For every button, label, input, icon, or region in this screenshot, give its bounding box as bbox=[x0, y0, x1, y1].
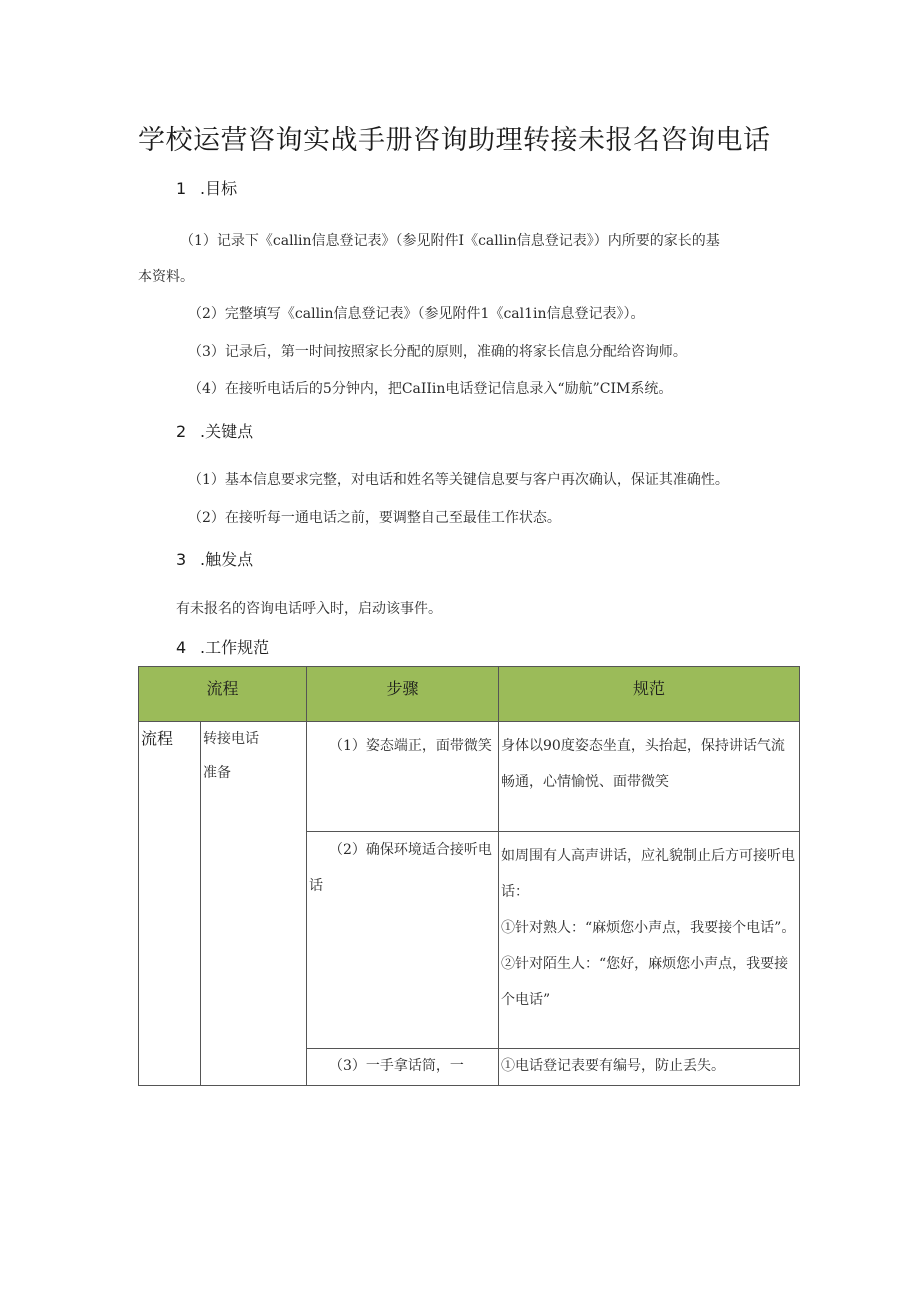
spec-line: 如周围有人高声讲话，应礼貌制止后方可接听电话： bbox=[501, 848, 796, 900]
sub-process-line-2: 准备 bbox=[203, 765, 231, 781]
step-text: （1）姿态端正，面带微笑 bbox=[329, 738, 492, 754]
section-number: 2 bbox=[176, 422, 187, 441]
header-process: 流程 bbox=[139, 667, 307, 722]
step-cell bbox=[307, 722, 499, 832]
section-heading-work-spec bbox=[176, 635, 269, 658]
goal-paragraph-4: （4）在接听电话后的5分钟内，把CaIIin电话登记信息录入“励航”CIM系统。 bbox=[188, 381, 673, 397]
table-row bbox=[139, 722, 800, 832]
spec-cell bbox=[499, 1049, 800, 1086]
goal-paragraph-1: （1）记录下《callin信息登记表》（参见附件I《callin信息登记表》）内所要的家长的基 bbox=[180, 233, 720, 249]
spec-cell bbox=[499, 722, 800, 832]
section-number: 1 bbox=[176, 179, 187, 198]
table-header-row bbox=[139, 667, 800, 722]
process-cell bbox=[139, 722, 201, 1086]
work-spec-table bbox=[138, 666, 800, 1086]
page-title: 学校运营咨询实战手册咨询助理转接未报名咨询电话 bbox=[138, 125, 771, 156]
section-title: .工作规范 bbox=[200, 638, 270, 657]
step-cell bbox=[307, 832, 499, 1049]
trigger-paragraph: 有未报名的咨询电话呼入时，启动该事件。 bbox=[176, 601, 442, 617]
process-label: 流程 bbox=[141, 729, 174, 748]
step-cell bbox=[307, 1049, 499, 1086]
goal-paragraph-3: （3）记录后，第一时间按照家长分配的原则，准确的将家长信息分配给咨询师。 bbox=[188, 344, 687, 360]
header-spec: 规范 bbox=[499, 667, 800, 722]
step-text: （2）确保环境适合接听电话 bbox=[309, 842, 492, 894]
spec-text: ①电话登记表要有编号，防止丢失。 bbox=[501, 1058, 726, 1074]
section-number: 4 bbox=[176, 638, 187, 657]
sub-process-cell bbox=[201, 722, 307, 1086]
section-heading-goal bbox=[176, 176, 237, 199]
section-title: .目标 bbox=[200, 179, 238, 198]
section-number: 3 bbox=[176, 550, 187, 569]
section-heading-trigger bbox=[176, 547, 253, 570]
section-title: .触发点 bbox=[200, 550, 254, 569]
spec-text: 身体以90度姿态坐直，头抬起，保持讲话气流畅通，心情愉悦、面带微笑 bbox=[501, 738, 785, 790]
section-heading-key-points bbox=[176, 419, 253, 442]
step-text: （3）一手拿话筒，一 bbox=[329, 1058, 464, 1074]
key-point-paragraph-1: （1）基本信息要求完整，对电话和姓名等关键信息要与客户再次确认，保证其准确性。 bbox=[188, 472, 729, 488]
spec-line: ①针对熟人：“麻烦您小声点，我要接个电话”。 bbox=[501, 920, 796, 936]
sub-process-line-1: 转接电话 bbox=[203, 731, 259, 747]
header-step: 步骤 bbox=[307, 667, 499, 722]
goal-paragraph-2: （2）完整填写《callin信息登记表》（参见附件1《cal1in信息登记表》）。 bbox=[188, 306, 645, 322]
spec-cell bbox=[499, 832, 800, 1049]
goal-paragraph-1-cont: 本资料。 bbox=[138, 269, 194, 285]
spec-line: ②针对陌生人：“您好，麻烦您小声点，我要接个电话” bbox=[501, 956, 789, 1008]
section-title: .关键点 bbox=[200, 422, 254, 441]
key-point-paragraph-2: （2）在接听每一通电话之前，要调整自己至最佳工作状态。 bbox=[188, 510, 561, 526]
